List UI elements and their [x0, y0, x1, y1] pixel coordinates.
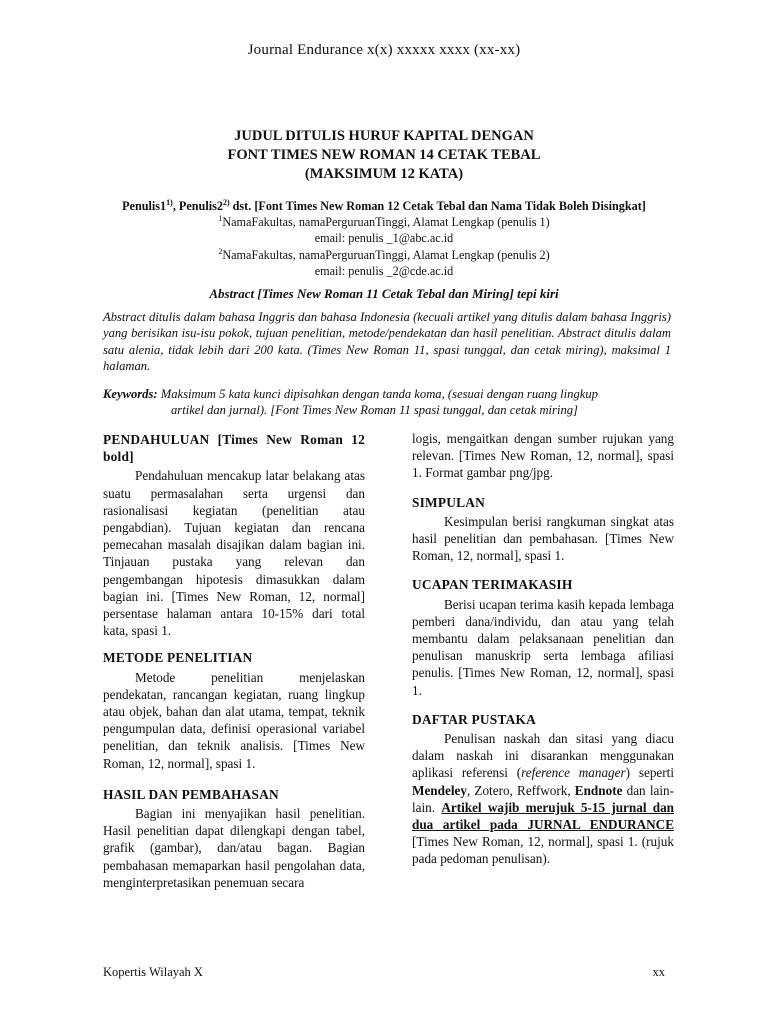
references-text-5: [Times New Roman, 12, normal], spasi 1. (rujuk pada pedoman penulisan). — [412, 834, 674, 867]
author-2-sup: 2) — [222, 197, 230, 207]
affiliation-1 — [0, 214, 768, 230]
abstract-heading: Abstract [Times New Roman 11 Cetak Tebal dan Miring] tepi kiri — [209, 286, 559, 301]
title-line-3: (MAKSIMUM 12 KATA) — [304, 166, 464, 182]
affiliation-1-text: NamaFakultas, namaPerguruanTinggi, Alamat Lengkap (penulis 1) — [222, 215, 550, 230]
affiliation-2-text: NamaFakultas, namaPerguruanTinggi, Alamat Lengkap (penulis 2) — [222, 247, 550, 262]
section-heading-methods: METODE PENELITIAN — [103, 650, 253, 666]
footer-publisher: Kopertis Wilayah X — [103, 965, 203, 979]
keywords-label: Keywords: — [103, 387, 158, 401]
email-2: email: penulis _2@cde.ac.id — [314, 263, 454, 278]
right-column — [412, 430, 674, 868]
references-text-2: ) seperti — [625, 765, 674, 781]
title-line-1: JUDUL DITULIS HURUF KAPITAL DENGAN — [234, 128, 534, 144]
running-head: Journal Endurance x(x) xxxxx xxxx (xx-xx) — [247, 42, 521, 58]
introduction-paragraph: Pendahuluan mencakup latar belakang atas suatu permasalahan serta urgensi dan rasionalisasi kegiatan (penelitian atau pengabdian). Tujuan kegiatan dan rencana pemecahan masalah disajikan dalam bagian ini. Tinjauan pustaka yang relevan dan pengembangan hipotesis dimasukkan dalam bagian ini. [Times New Roman, 12, normal] persentase halaman antara 10-15% dari total kata, spasi 1. — [103, 468, 365, 639]
results-paragraph: Bagian ini menyajikan hasil penelitian. Hasil penelitian dapat dilengkapi dengan tabel, grafik (gambar), dan/atau bagan. Bagian pembahasan memaparkan hasil pengolahan data, menginterpretasikan penemuan secara — [103, 806, 365, 890]
author-2-name: , Penulis2 — [172, 199, 223, 213]
references-paragraph — [412, 730, 674, 868]
keywords-line-2: artikel dan jurnal). [Font Times New Roman 11 spasi tunggal, dan cetak miring] — [171, 403, 578, 418]
title-line-2: FONT TIMES NEW ROMAN 14 CETAK TEBAL — [227, 147, 541, 163]
keywords-line-1: Maksimum 5 kata kunci dipisahkan dengan tanda koma, (sesuai dengan ruang lingkup — [157, 387, 598, 401]
results-paragraph-continued: logis, mengaitkan dengan sumber rujukan yang relevan. [Times New Roman, 12, normal], spasi 1. Format gambar png/jpg. — [412, 431, 674, 481]
abstract-body: Abstract ditulis dalam bahasa Inggris dan bahasa Indonesia (kecuali artikel yang ditulis dalam bahasa Inggris) yang berisikan isu-isu pokok, tujuan penelitian, metode/pendekatan dan hasil penelitian. Abstract ditulis dalam satu alenia, tidak lebih dari 200 kata. (Times New Roman 11, spasi tunggal, dan cetak miring), maksimal 1 halaman. — [103, 310, 671, 374]
section-heading-results: HASIL DAN PEMBAHASAN — [103, 786, 279, 802]
reference-manager-term: reference manager — [521, 765, 626, 781]
references-text-4: dan lain-lain. — [412, 782, 674, 815]
section-heading-introduction: PENDAHULUAN [Times New Roman 12 bold] — [103, 432, 365, 465]
references-requirement: Artikel wajib merujuk 5-15 jurnal dan dua artikel pada JURNAL ENDURANCE — [412, 799, 674, 833]
references-text-3: , Zotero, Reffwork, — [466, 782, 575, 798]
author-1-name: Penulis1 — [122, 199, 167, 213]
references-text-1: Penulisan naskah dan sitasi yang diacu dalam naskah ini disarankan menggunakan aplikasi referensi ( — [412, 731, 674, 781]
affiliation-1-sup: 1 — [218, 214, 223, 224]
footer-page-number: xx — [652, 965, 665, 979]
endnote-term: Endnote — [574, 782, 623, 798]
section-heading-acknowledgements: UCAPAN TERIMAKASIH — [412, 577, 573, 593]
section-heading-references: DAFTAR PUSTAKA — [412, 711, 536, 727]
email-1: email: penulis _1@abc.ac.id — [314, 231, 454, 246]
methods-paragraph: Metode penelitian menjelaskan pendekatan, rancangan kegiatan, ruang lingkup atau objek, bahan dan alat utama, tempat, teknik pengumpulan data, definisi operasional variabel penelitian, dan teknik analisis. [Times New Roman, 12, normal], spasi 1. — [103, 669, 365, 771]
mendeley-term: Mendeley — [412, 782, 467, 798]
keywords — [103, 386, 671, 419]
author-block — [0, 198, 768, 279]
author-1-sup: 1) — [166, 197, 173, 207]
author-format-note: dst. [Font Times New Roman 12 Cetak Tebal dan Nama Tidak Boleh Disingkat] — [229, 199, 646, 213]
conclusion-paragraph: Kesimpulan berisi rangkuman singkat atas hasil penelitian dan pembahasan. [Times New Roman, 12, normal], spasi 1. — [412, 513, 674, 564]
affiliation-2 — [0, 247, 768, 263]
left-column — [103, 431, 365, 891]
section-heading-conclusion: SIMPULAN — [412, 494, 486, 510]
paper-title — [0, 127, 768, 184]
author-names — [0, 198, 768, 214]
affiliation-2-sup: 2 — [218, 246, 223, 256]
acknowledgements-paragraph: Berisi ucapan terima kasih kepada lembaga pemberi dana/individu, dan atau yang telah membantu dalam pelaksanaan penelitian dan penulisan manuskrip serta lembaga afiliasi penulis. [Times New Roman, 12, normal], spasi 1. — [412, 596, 674, 698]
